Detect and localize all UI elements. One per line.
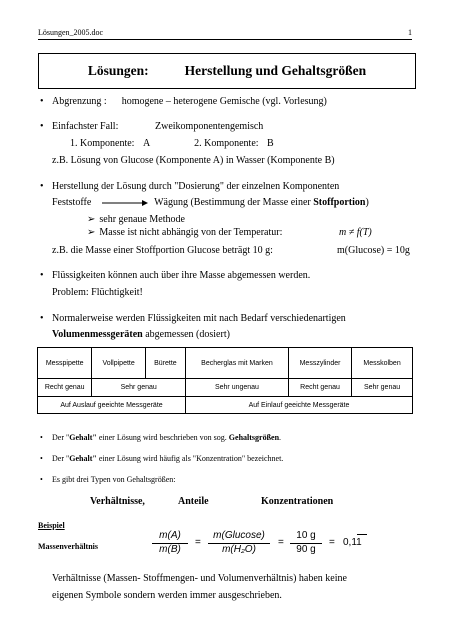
abgrenzung-label: Abgrenzung : [52, 96, 107, 107]
page-header [38, 28, 412, 40]
s1-c: einer Lösung wird beschrieben von sog. [96, 433, 229, 442]
problem-line: Problem: Flüchtigkeit! [52, 287, 143, 298]
komponenten-line [70, 138, 274, 150]
table-cell: Auf Einlauf geeichte Messgeräte [185, 397, 412, 414]
messgeraete-table [37, 347, 413, 414]
table-cell: Bürette [145, 348, 185, 379]
s1-a: Der " [52, 433, 70, 442]
table-cell: Vollpipette [92, 348, 145, 379]
header-filename: Lösungen_2005.doc [38, 28, 104, 37]
s2-gehalt: Gehalt" [69, 454, 97, 463]
fraction-numerator: m(A) [159, 530, 181, 541]
bullet-herstellung: • Herstellung der Lösung durch "Dosierung" der einzelnen Komponenten [52, 181, 339, 193]
bullet-normalerweise: • Normalerweise werden Flüssigkeiten mit nach Bedarf verschiedenartigen [52, 313, 346, 325]
s2-a: Der " [52, 454, 70, 463]
fraction-denominator: m(H₂O) [208, 543, 270, 557]
repeating-decimal-bar [357, 534, 367, 535]
arrow-item-1 [87, 214, 185, 226]
gehalt-line-1 [52, 433, 281, 443]
fraction-10-90 [290, 530, 322, 557]
gehalt-line-2 [52, 454, 283, 464]
fraction-denominator: m(B) [152, 543, 188, 557]
beispiel-heading: Beispiel [38, 521, 65, 530]
result-value [343, 537, 362, 549]
table-row [38, 397, 413, 414]
feststoffe-line [52, 197, 369, 209]
table-cell: Messpipette [38, 348, 92, 379]
table-cell: Messzylinder [288, 348, 351, 379]
stoffportion-example: z.B. die Masse einer Stoffportion Glucose beträgt 10 g: [52, 245, 273, 256]
type-verhaeltnisse: Verhältnisse, [90, 496, 145, 507]
gehalt-line-3: • Es gibt drei Typen von Gehaltsgrößen: [52, 475, 176, 485]
stoffportion-text: Stoffportion [313, 197, 366, 208]
table-row [38, 348, 413, 379]
komponente1-value: A [142, 138, 150, 149]
waegung-text: Wägung (Bestimmung der Masse einer [154, 197, 314, 208]
type-anteile: Anteile [178, 496, 209, 507]
equals-sign: = [329, 537, 335, 548]
table-cell: Recht genau [38, 379, 92, 397]
paren-close: ) [365, 197, 369, 208]
arrow-item-2-text: Masse ist nicht abhängig von der Temperatur: [99, 227, 283, 238]
header-page-number: 1 [408, 28, 412, 37]
formula-mass-temperature: m ≠ f(T) [339, 227, 372, 238]
footer-line-1: Verhältnisse (Massen- Stoffmengen- und Volumenverhältnis) haben keine [52, 573, 347, 584]
footer-line-2: eigenen Symbole sondern werden immer ausgeschrieben. [52, 590, 282, 601]
table-row [38, 379, 413, 397]
title-right: Herstellung und Gehaltsgrößen [184, 63, 367, 78]
table-cell: Auf Auslauf geeichte Messgeräte [38, 397, 186, 414]
s2-c: einer Lösung wird häufig als "Konzentration" bezeichnet. [96, 454, 284, 463]
arrow-bullet-icon: ➢ [87, 214, 96, 225]
arrow-item-1-text: sehr genaue Methode [99, 214, 185, 225]
einfachster-text: Zweikomponentengemisch [155, 121, 264, 132]
bullet-fluessigkeiten: • Flüssigkeiten können auch über ihre Masse abgemessen werden. [52, 270, 310, 282]
table-cell: Sehr ungenau [185, 379, 288, 397]
fraction-denominator: 90 g [290, 543, 322, 557]
bullet-einfachster-fall [52, 121, 263, 133]
table-cell: Recht genau [288, 379, 351, 397]
equals-sign: = [278, 537, 284, 548]
einfachster-label: Einfachster Fall: [52, 121, 119, 132]
title-box [38, 53, 416, 89]
bullet-abgrenzung [52, 96, 327, 108]
arrow-item-2 [87, 227, 282, 239]
arrow-right-icon [102, 199, 148, 207]
result-number: 0,11 [343, 537, 362, 548]
table-cell: Sehr genau [92, 379, 186, 397]
volumenmessgeraete: Volumenmessgeräten [52, 329, 143, 340]
glucose-example: z.B. Lösung von Glucose (Komponente A) in Wasser (Komponente B) [52, 155, 335, 166]
feststoffe-label: Feststoffe [52, 197, 92, 208]
fraction-glucose-water [208, 530, 270, 557]
fraction-numerator: 10 g [296, 530, 316, 541]
komponente2-value: B [267, 138, 274, 149]
fraction-a-b [152, 530, 188, 557]
fraction-numerator: m(Glucose) [213, 530, 265, 541]
table-cell: Sehr genau [352, 379, 413, 397]
volumen-line [52, 329, 230, 341]
komponente1-label: 1. Komponente: [70, 138, 135, 149]
equals-sign: = [195, 537, 201, 548]
komponente2-label: 2. Komponente: [194, 138, 259, 149]
massenverhaeltnis-label: Massenverhältnis [38, 542, 98, 551]
abgrenzung-text: homogene – heterogene Gemische (vgl. Vorlesung) [121, 96, 327, 107]
volumen-rest: abgemessen (dosiert) [145, 329, 230, 340]
title-left: Lösungen: [87, 63, 149, 78]
arrow-bullet-icon: ➢ [87, 227, 96, 238]
table-cell: Becherglas mit Marken [185, 348, 288, 379]
formula-glucose-mass: m(Glucose) = 10g [337, 245, 410, 256]
s1-gehalt: Gehalt" [69, 433, 97, 442]
table-cell: Messkolben [352, 348, 413, 379]
s1-gehaltsgroessen: Gehaltsgrößen [228, 433, 280, 442]
type-konzentrationen: Konzentrationen [261, 496, 334, 507]
s1-e: . [279, 433, 282, 442]
